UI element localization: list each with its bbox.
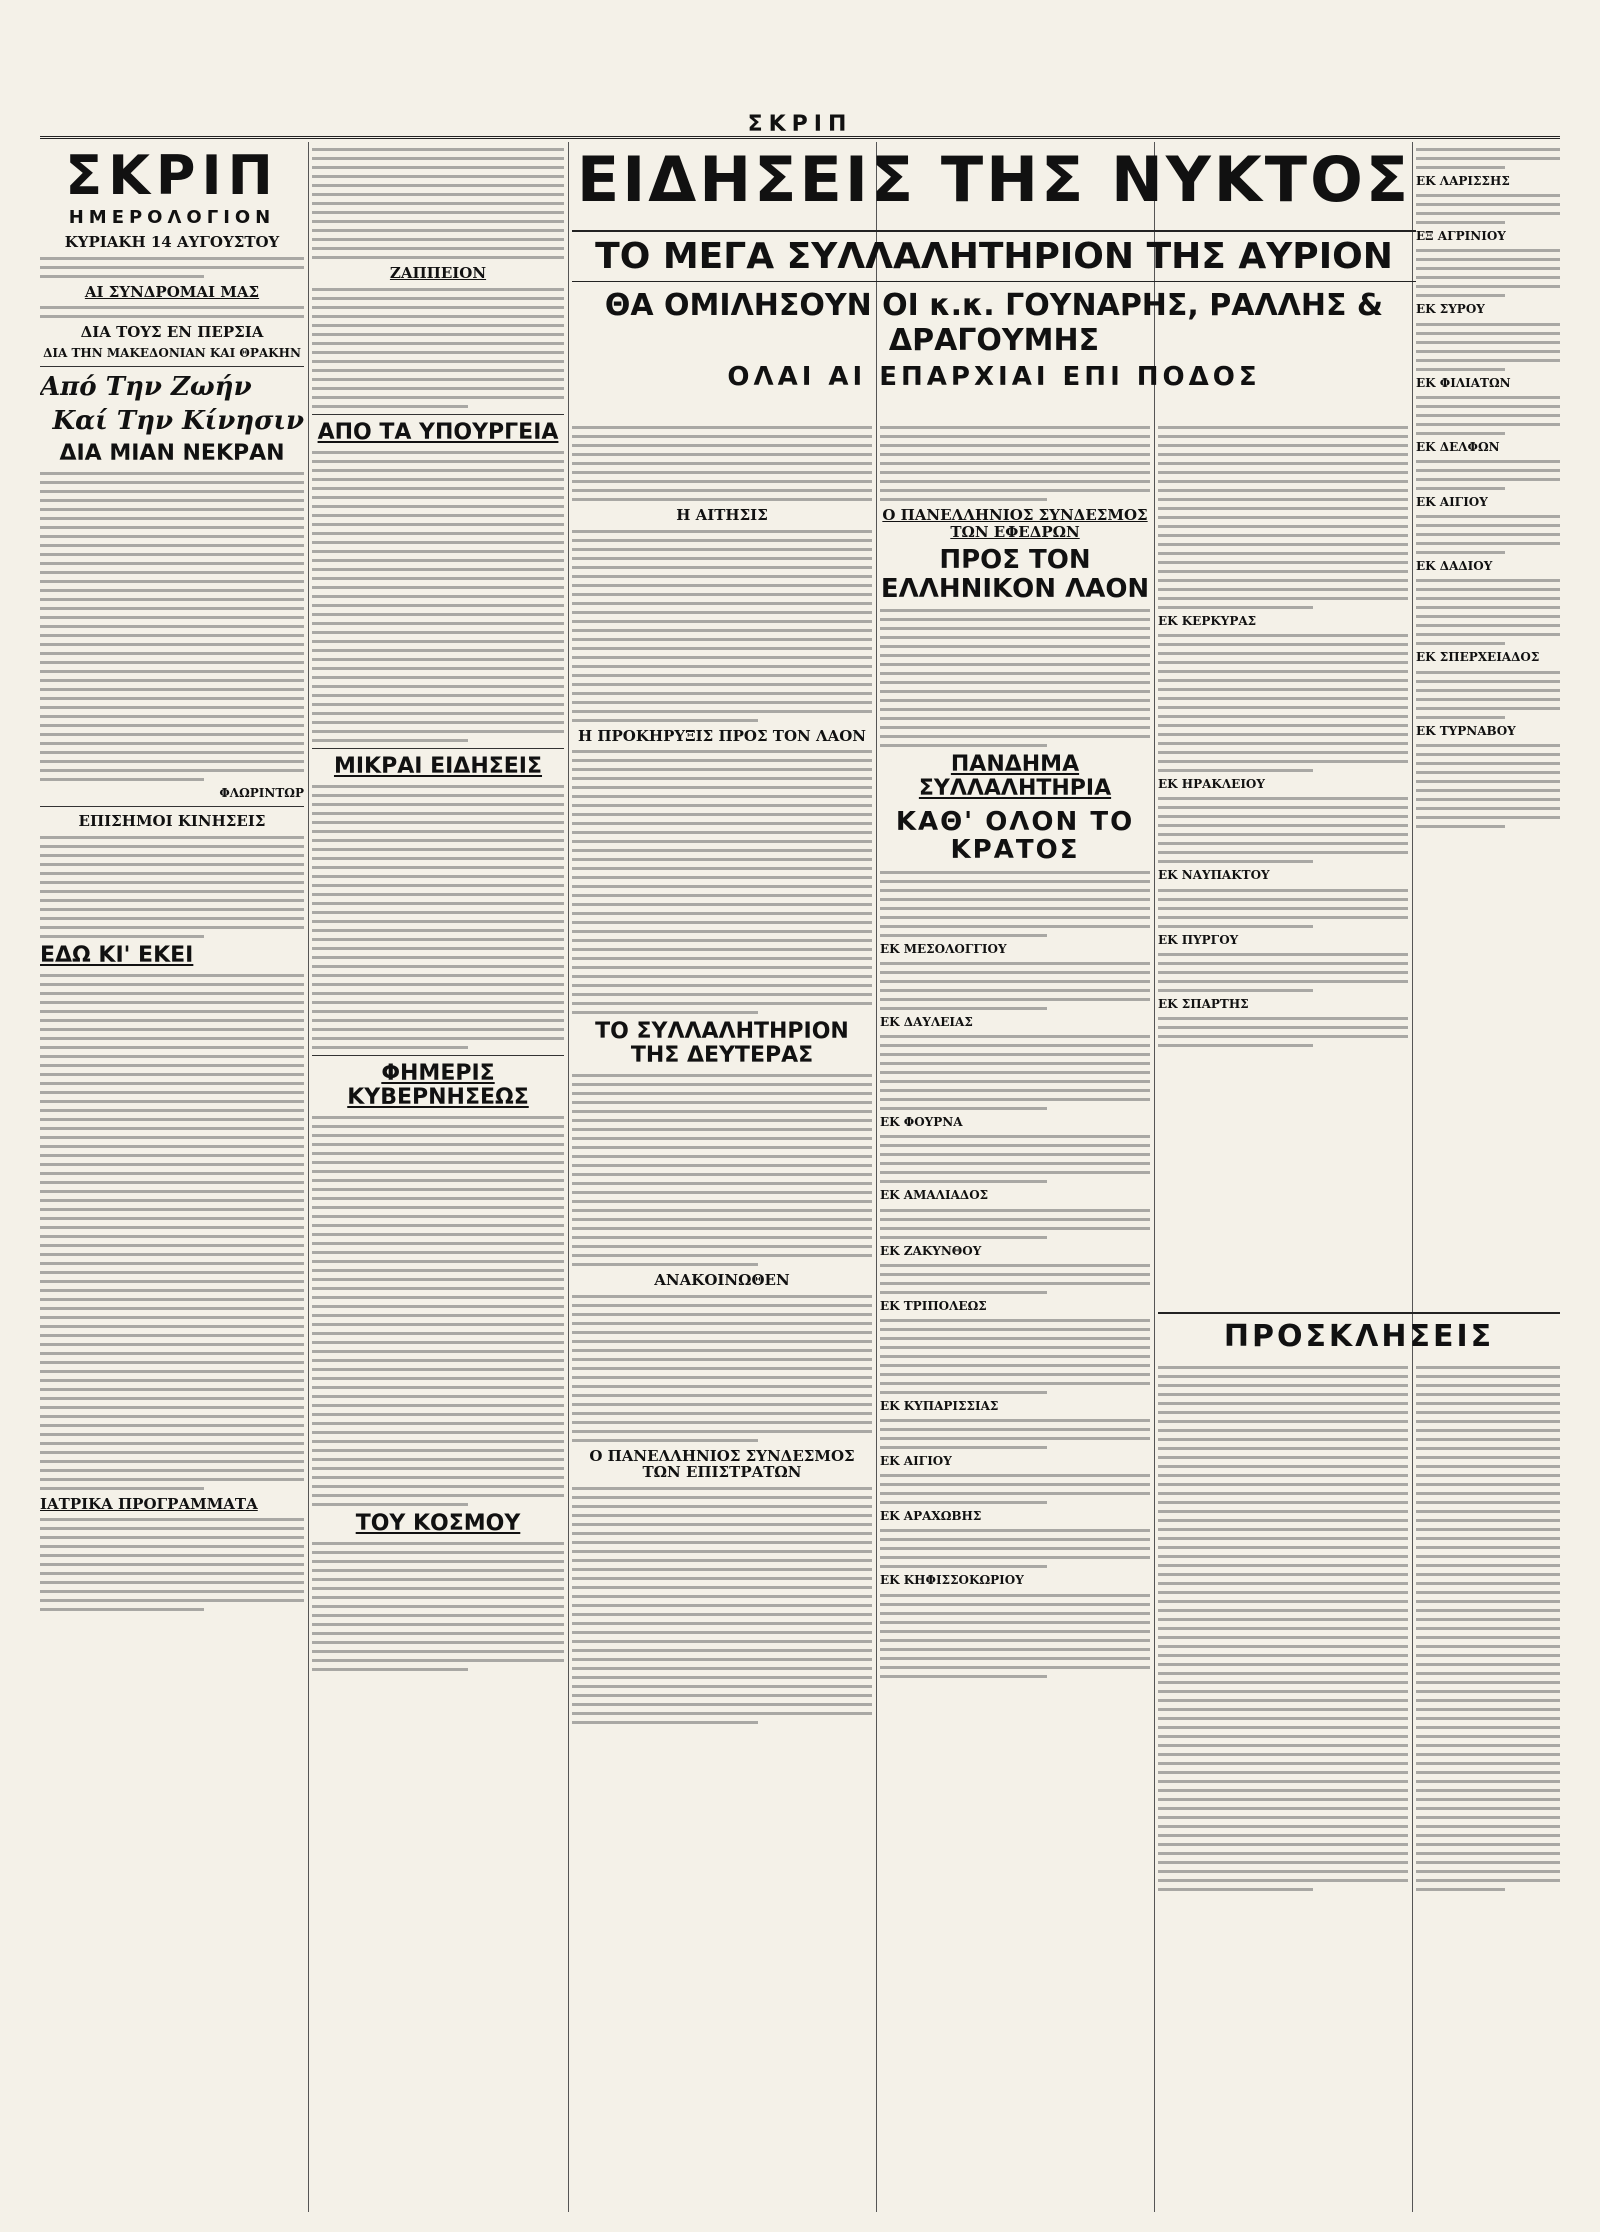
provinces-headline: ΟΛΑΙ ΑΙ ΕΠΑΡΧΙΑΙ ΕΠΙ ΠΟΔΟΣ: [727, 362, 1261, 392]
dispatch-fourna-body: [880, 1135, 1150, 1183]
column-divider: [876, 142, 877, 2212]
monday-rally-heading: ΤΟ ΣΥΛΛΑΛΗΤΗΡΙΟΝ ΤΗΣ ΔΕΥΤΕΡΑΣ: [595, 1019, 849, 1069]
night-news-banner: [572, 143, 1416, 216]
dispatch-aigio-2: ΕΚ ΑΙΓΙΟΥ: [1416, 494, 1488, 509]
dispatch-tripolis-body: [880, 1319, 1150, 1394]
dispatch-pyrgos: ΕΚ ΠΥΡΓΟΥ: [1158, 932, 1239, 947]
invitations-heading: ΠΡΟΣΚΛΗΣΕΙΣ: [1158, 1312, 1560, 1353]
lead-headlines: [572, 230, 1416, 392]
official-moves-body: [40, 836, 304, 938]
zappeion-body: [312, 288, 564, 408]
subscriptions-body: [40, 306, 304, 318]
dispatch-kyparissia: ΕΚ ΚΥΠΑΡΙΣΣΙΑΣ: [880, 1398, 999, 1413]
column-2: [312, 142, 564, 2212]
dispatch-aigio-body: [880, 1474, 1150, 1504]
column-divider: [568, 142, 569, 2212]
dispatch-kifisia: ΕΚ ΚΗΦΙΣΣΟΚΩΡΙΟΥ: [880, 1573, 1024, 1588]
dispatch-zakynthos: ΕΚ ΖΑΚΥΝΘΟΥ: [880, 1243, 982, 1258]
paper-subtitle: ΗΜΕΡΟΛΟΓΙΟΝ: [68, 207, 276, 228]
dispatch-fourna: ΕΚ ΦΟΥΡΝΑ: [880, 1115, 963, 1130]
dispatch-dadi-body: [1416, 579, 1560, 645]
almanac-body: [40, 257, 304, 278]
ministries-heading: ΑΠΟ ΤΑ ΥΠΟΥΡΓΕΙΑ: [317, 419, 559, 445]
official-moves-heading: ΕΠΙΣΗΜΟΙ ΚΙΝΗΣΕΙΣ: [78, 812, 266, 831]
speakers-headline: ΘΑ ΟΜΙΛΗΣΟΥΝ ΟΙ κ.κ. ΓΟΥΝΑΡΗΣ, ΡΑΛΛΗΣ & ΔΡΑΓΟΥΜΗΣ: [604, 288, 1384, 358]
dispatch-arachova-body: [880, 1529, 1150, 1568]
masthead-rule: [40, 136, 1560, 139]
announcement-body: [572, 1295, 872, 1442]
divider: [312, 748, 564, 749]
lead-story-continuation: [880, 426, 1150, 501]
dispatch-kerkyra-body: [1158, 634, 1408, 772]
short-news-heading: ΜΙΚΡΑΙ ΕΙΔΗΣΕΙΣ: [333, 753, 543, 779]
dispatch-kifisia-body: [880, 1594, 1150, 1678]
reservists-league-heading: Ο ΠΑΝΕΛΛΗΝΙΟΣ ΣΥΝΔΕΣΜΟΣ ΤΩΝ ΕΠΙΣΤΡΑΤΩΝ: [589, 1446, 855, 1482]
theatre-programmes-heading: ΙΑΤΡΙΚΑ ΠΡΟΓΡΑΜΜΑΤΑ: [40, 1494, 258, 1513]
dispatch-irakleio: ΕΚ ΗΡΑΚΛΕΙΟΥ: [1158, 777, 1265, 792]
gazette-body: [312, 1116, 564, 1506]
efedroi-heading-2: ΠΡΟΣ ΤΟΝ ΕΛΛΗΝΙΚΟΝ ΛΑΟΝ: [880, 545, 1150, 604]
dispatch-davleia: ΕΚ ΔΑΥΛΕΙΑΣ: [880, 1014, 973, 1029]
reservists-league-body: [572, 1487, 872, 1724]
dispatch-amaliada: ΕΚ ΑΜΑΛΙΑΔΟΣ: [880, 1188, 989, 1203]
dispatch-arachova: ΕΚ ΑΡΑΧΩΒΗΣ: [880, 1509, 982, 1524]
dispatch-syros: ΕΚ ΣΥΡΟΥ: [1416, 302, 1485, 317]
feature-body: [40, 472, 304, 781]
feature-title-line-1: Από Την Ζωήν: [40, 371, 252, 402]
dispatch-sparti-body: [1158, 1017, 1408, 1047]
theatre-programmes-body: [40, 1518, 304, 1611]
subscriptions-heading: ΑΙ ΣΥΝΔΡΟΜΑΙ ΜΑΣ: [84, 282, 260, 301]
dispatch-sperxeia: ΕΚ ΣΠΕΡΧΕΙΑΔΟΣ: [1416, 650, 1540, 665]
dispatch-dadi: ΕΚ ΔΑΔΙΟΥ: [1416, 559, 1493, 574]
rallies-heading-1: ΠΑΝΔΗΜΑ ΣΥΛΛΑΛΗΤΗΡΙΑ: [918, 752, 1112, 802]
dispatch-larisa-body: [1416, 194, 1560, 224]
announcement-heading: ΑΝΑΚΟΙΝΩΘΕΝ: [654, 1271, 790, 1290]
ministries-body: [312, 451, 564, 742]
dispatch-delfoi-body: [1416, 460, 1560, 490]
paper-name: ΣΚΡΙΠ: [65, 144, 279, 207]
column-2-top-body: [312, 148, 564, 259]
column-1: [40, 142, 304, 2212]
dispatch-naupaktos-body: [1158, 889, 1408, 928]
here-and-there-heading: ΕΔΩ ΚΙ' ΕΚΕΙ: [40, 942, 194, 968]
banner-title: ΕΙΔΗΣΕΙΣ ΤΗΣ ΝΥΚΤΟΣ: [576, 143, 1412, 216]
feature-headline: ΔΙΑ ΜΙΑΝ ΝΕΚΡΑΝ: [59, 440, 285, 466]
dispatch-filiates-body: [1416, 396, 1560, 435]
column-6-top-body: [1416, 148, 1560, 169]
divider: [40, 806, 304, 807]
dispatch-amaliada-body: [880, 1209, 1150, 1239]
divider: [312, 414, 564, 415]
divider: [312, 1055, 564, 1056]
dispatch-mesolongi-body: [880, 962, 1150, 1010]
invitations-left-body: [1158, 1366, 1408, 1891]
dispatch-filiates: ΕΚ ΦΙΛΙΑΤΩΝ: [1416, 375, 1511, 390]
persia-heading: ΔΙΑ ΤΟΥΣ ΕΝ ΠΕΡΣΙΑ: [80, 323, 264, 341]
dispatch-agrinio: ΕΞ ΑΓΡΙΝΙΟΥ: [1416, 229, 1506, 244]
dispatch-kerkyra: ΕΚ ΚΕΡΚΥΡΑΣ: [1158, 614, 1257, 628]
dispatch-sparti: ΕΚ ΣΠΑΡΤΗΣ: [1158, 996, 1249, 1011]
invitations-section: [1158, 1306, 1560, 1357]
dispatch-mesolongi: ΕΚ ΜΕΣΟΛΟΓΓΙΟΥ: [880, 941, 1007, 956]
proclamation-body: [572, 750, 872, 1014]
rallies-heading-2: ΚΑΘ' ΟΛΟΝ ΤΟ ΚΡΑΤΟΣ: [895, 806, 1135, 866]
efedroi-body: [880, 609, 1150, 747]
column-6: [1416, 142, 1560, 1302]
date-line: ΚΥΡΙΑΚΗ 14 ΑΥΓΟΥΣΤΟΥ: [64, 233, 280, 251]
invitations-right-body: [1416, 1366, 1560, 1891]
dispatch-davleia-body: [880, 1035, 1150, 1110]
efedroi-heading-1: Ο ΠΑΝΕΛΛΗΝΙΟΣ ΣΥΝΔΕΣΜΟΣ ΤΩΝ ΕΦΕΔΡΩΝ: [882, 506, 1148, 541]
efedroi-continuation: [1158, 426, 1408, 609]
column-divider: [308, 142, 309, 2212]
dispatch-naupaktos: ΕΚ ΝΑΥΠΑΚΤΟΥ: [1158, 868, 1270, 883]
dispatch-tyrnavos: ΕΚ ΤΥΡΝΑΒΟΥ: [1416, 723, 1516, 738]
dispatch-irakleio-body: [1158, 797, 1408, 863]
dispatch-kyparissia-body: [880, 1419, 1150, 1449]
feature-title-line-2: Καί Την Κίνησιν: [52, 406, 304, 437]
macedonia-heading: ΔΙΑ ΤΗΝ ΜΑΚΕΔΟΝΙΑΝ ΚΑΙ ΘΡΑΚΗΝ: [43, 345, 301, 360]
dispatch-aigio: ΕΚ ΑΙΓΙΟΥ: [880, 1454, 952, 1469]
dispatch-agrinio-body: [1416, 249, 1560, 297]
dispatch-aigio-2-body: [1416, 515, 1560, 554]
lead-headline: ΤΟ ΜΕΓΑ ΣΥΛΛΑΛΗΤΗΡΙΟΝ ΤΗΣ ΑΥΡΙΟΝ: [572, 230, 1416, 282]
here-and-there-body: [40, 974, 304, 1490]
society-body: [312, 1542, 564, 1671]
dispatch-syros-body: [1416, 323, 1560, 371]
proclamation-heading: Η ΠΡΟΚΗΡΥΞΙΣ ΠΡΟΣ ΤΟΝ ΛΑΟΝ: [577, 726, 867, 745]
dispatch-zakynthos-body: [880, 1264, 1150, 1294]
invitations-right: [1416, 1360, 1560, 2210]
lead-story-body: [572, 426, 872, 501]
column-divider: [1154, 142, 1155, 2212]
column-3: [572, 420, 872, 2212]
column-4: [880, 420, 1150, 2212]
dispatch-tripolis: ΕΚ ΤΡΙΠΟΛΕΩΣ: [880, 1298, 987, 1313]
dispatch-tyrnavos-body: [1416, 744, 1560, 828]
dispatch-sperxeia-body: [1416, 671, 1560, 719]
rallies-body: [880, 871, 1150, 937]
gazette-heading: ΦΗΜΕΡΙΣ ΚΥΒΕΡΝΗΣΕΩΣ: [347, 1060, 529, 1111]
petition-heading: Η ΑΙΤΗΣΙΣ: [676, 506, 768, 524]
society-heading: ΤΟΥ ΚΟΣΜΟΥ: [355, 1511, 521, 1537]
dispatch-delfoi: ΕΚ ΔΕΛΦΩΝ: [1416, 439, 1500, 454]
divider: [40, 366, 304, 367]
monday-rally-body: [572, 1074, 872, 1266]
invitations-left: [1158, 1360, 1408, 2210]
petition-body: [572, 530, 872, 722]
column-divider: [1412, 142, 1413, 2212]
newspaper-page: [40, 0, 1560, 2232]
masthead-title: ΣΚΡΙΠ: [747, 112, 853, 137]
dispatch-larisa: ΕΚ ΛΑΡΙΣΣΗΣ: [1416, 174, 1510, 188]
zappeion-heading: ΖΑΠΠΕΙΟΝ: [389, 264, 487, 282]
dispatch-pyrgos-body: [1158, 953, 1408, 992]
short-news-body: [312, 785, 564, 1049]
feature-signature: ΦΛΩΡΙΝΤΩΡ: [219, 786, 304, 801]
